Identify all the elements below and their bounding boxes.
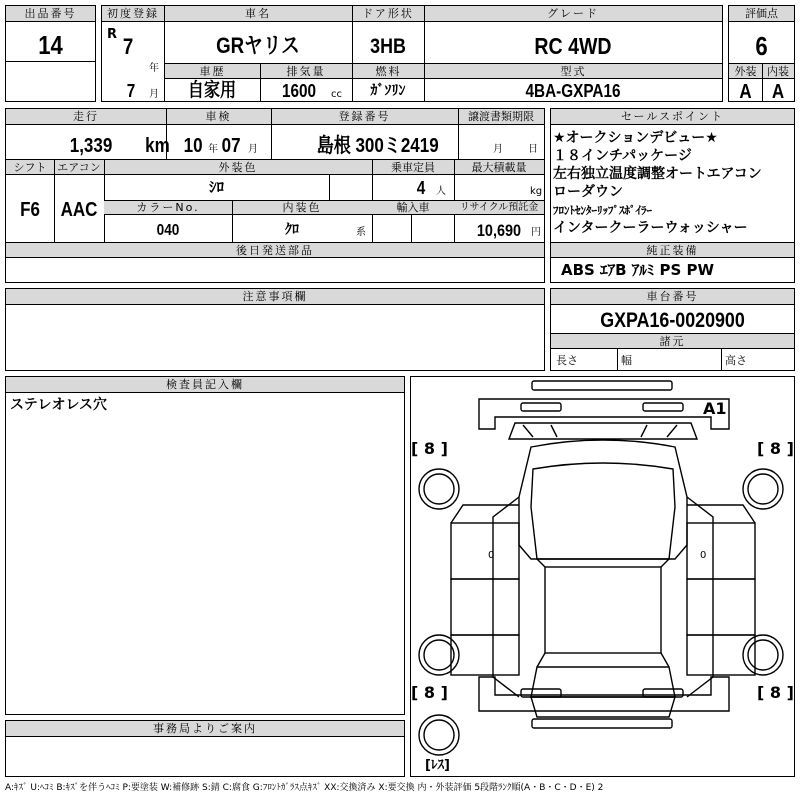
era: R (107, 27, 118, 42)
recycle-label: リサイクル預託金 (454, 201, 544, 215)
trunk (531, 697, 675, 717)
equipment-items: ABS ｴｱB ｱﾙﾐ PS PW (561, 261, 715, 279)
color-no-label: カラーNo. (104, 201, 232, 215)
displacement: 1600 (282, 81, 317, 101)
ac-label: エアコン (54, 160, 104, 175)
ext-grade: A (739, 81, 752, 103)
car-diagram-box (410, 376, 795, 777)
office-label: 事務局よりご案内 (6, 721, 404, 737)
lot-box (5, 5, 96, 102)
windshield (531, 463, 675, 559)
model-code: 4BA-GXPA16 (525, 81, 621, 101)
right-rear-panel (687, 635, 755, 675)
hood-front (509, 423, 697, 439)
tire-tread-fr: [ 8 ] (757, 439, 794, 458)
int-color-label: 内装色 (232, 201, 372, 215)
legend: A:ｷｽﾞ U:ﾍｺﾐ B:ｷｽﾞを伴うﾍｺﾐ P:要塗装 W:補修跡 S:錆 C:腐食 G:ﾌﾛﾝﾄｶﾞﾗｽ点ｷｽﾞ XX:交換済み X:要交換 内・外装評価 5段階ﾗﾝｸ順(A・B・C・D・E) 2 (5, 783, 604, 793)
mileage-label: 走行 (6, 109, 166, 125)
rear-rail (532, 719, 672, 728)
car-diagram (411, 377, 794, 776)
roof (545, 567, 661, 653)
chassis-number: GXPA16-0020900 (600, 309, 745, 332)
shift: F6 (20, 199, 40, 221)
tire-spare (419, 715, 459, 755)
left-rear-door (451, 579, 519, 635)
tire-tread-rl: [ 8 ] (411, 683, 448, 702)
capacity: 4 (416, 178, 426, 198)
left-front-door (451, 523, 519, 579)
inspector-box (5, 376, 405, 715)
width-label: 幅 (621, 354, 632, 367)
transfer-month-unit: 月 (493, 144, 503, 155)
equipment-label: 純正装備 (551, 243, 794, 258)
notes-label: 注意事項欄 (6, 289, 544, 305)
front-light-left (521, 403, 561, 411)
month-unit: 月 (149, 89, 159, 100)
load-label: 最大積載量 (454, 160, 544, 175)
sales-label: セールスポイント (551, 109, 794, 125)
inspect-label: 車検 (166, 109, 271, 125)
hood (519, 440, 687, 559)
rear-light-right (643, 689, 683, 697)
lot-label: 出品番号 (6, 6, 95, 22)
int-color-unit: 系 (356, 227, 366, 238)
chassis-box (550, 288, 795, 371)
air-conditioner: AAC (60, 199, 98, 221)
right-front-door (687, 523, 755, 579)
inspect-year-unit: 年 (208, 144, 218, 155)
int-label: 内装 (762, 64, 794, 79)
capacity-label: 乗車定員 (372, 160, 454, 175)
history-label: 車歴 (165, 64, 260, 79)
mileage-unit: km (145, 135, 170, 157)
lot-number: 14 (38, 30, 63, 60)
sales-line: ★オークションデビュー★ (553, 130, 718, 146)
inspector-label: 検査員記入欄 (6, 377, 404, 393)
spare-tire-status: [ﾚｽ] (425, 758, 450, 773)
length-label: 長さ (556, 354, 578, 367)
color-no: 040 (156, 222, 180, 239)
notes-box (5, 288, 545, 371)
reg-month: 7 (126, 81, 136, 101)
inspect-month-unit: 月 (248, 144, 258, 155)
sales-points-box (550, 108, 795, 283)
details-box (5, 108, 545, 283)
disp-unit: cc (331, 89, 342, 100)
spec-label: 諸元 (551, 334, 794, 349)
mileage: 1,339 (69, 135, 113, 157)
chassis-label: 車台番号 (551, 289, 794, 305)
recycle-fee: 10,690 (476, 221, 522, 240)
door-type: 3HB (370, 35, 406, 58)
disp-label: 排気量 (260, 64, 352, 79)
left-rear-panel (451, 635, 519, 675)
roof-rail-top (532, 381, 672, 390)
recycle-unit: 円 (531, 227, 541, 238)
door-mark-right: 0 (700, 550, 707, 561)
later-parts-label: 後日発送部品 (6, 243, 544, 258)
score: 6 (755, 31, 768, 61)
fuel: ｶﾞｿﾘﾝ (370, 83, 406, 99)
car-name-label: 車名 (164, 6, 352, 22)
sales-line: １８インチパッケージ (553, 148, 692, 164)
tire-rear-left (419, 635, 459, 675)
inspector-note: ステレオレス穴 (10, 397, 108, 413)
ext-color-label: 外装色 (104, 160, 372, 175)
import-label: 輸入車 (372, 201, 454, 215)
sales-line: ローダウン (553, 184, 623, 200)
car-name: GRヤリス (216, 33, 300, 58)
plate-label: 登録番号 (271, 109, 458, 125)
door-mark-left: 0 (488, 550, 495, 561)
vehicle-info-box (101, 5, 723, 102)
sales-line: ﾌﾛﾝﾄｾﾝﾀｰﾘｯﾌﾟｽﾎﾟｲﾗｰ (553, 204, 652, 217)
transfer-day-unit: 日 (528, 144, 538, 155)
sales-line: インタークーラーウォッシャー (553, 220, 748, 236)
tire-front-left (419, 469, 459, 509)
tire-tread-rr: [ 8 ] (757, 683, 794, 702)
inspect-month: 07 (221, 135, 241, 157)
year-unit: 年 (149, 63, 159, 74)
tire-rear-right (743, 635, 783, 675)
int-color: ｸﾛ (285, 222, 299, 238)
transfer-label: 譲渡書類期限 (458, 109, 544, 125)
reg-year: 7 (122, 34, 134, 59)
office-box (5, 720, 405, 777)
score-label: 評価点 (729, 6, 794, 22)
plate-number: 島根 300ミ2419 (316, 135, 439, 157)
tire-front-right (743, 469, 783, 509)
first-reg-label: 初度登録 (102, 6, 164, 22)
damage-code-a1: A1 (703, 399, 727, 418)
height-label: 高さ (725, 354, 747, 367)
ext-color: ｼﾛ (208, 178, 224, 196)
rear-glass (531, 667, 675, 697)
tire-tread-fl: [ 8 ] (411, 439, 448, 458)
model-label: 型式 (425, 64, 722, 79)
inspect-year: 10 (183, 135, 203, 157)
grade: RC 4WD (534, 33, 612, 59)
door-label: ドア形状 (352, 6, 424, 22)
ext-label: 外装 (729, 64, 762, 79)
right-rear-door (687, 579, 755, 635)
history: 自家用 (187, 80, 237, 101)
front-light-right (643, 403, 683, 411)
shift-label: シフト (6, 160, 54, 175)
load-unit: kg (530, 186, 543, 197)
grade-label: グレード (424, 6, 722, 22)
sales-line: 左右独立温度調整オートエアコン (553, 166, 762, 182)
score-box (728, 5, 795, 102)
int-grade: A (771, 81, 785, 103)
fuel-label: 燃料 (353, 64, 424, 79)
rear-light-left (521, 689, 561, 697)
capacity-unit: 人 (436, 186, 446, 197)
hood-details (523, 425, 677, 437)
